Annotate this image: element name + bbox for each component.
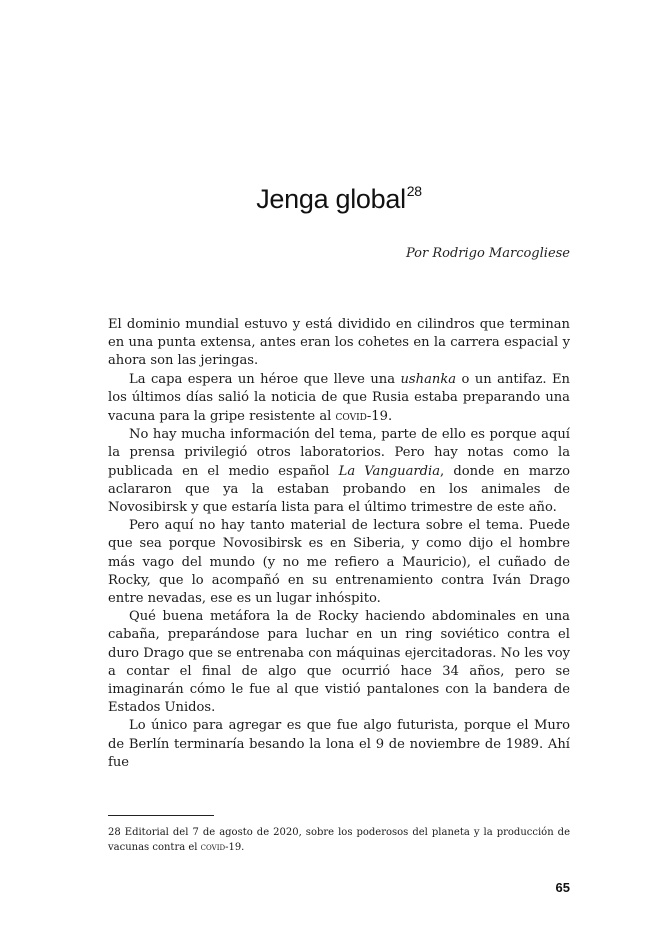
paragraph-text: o un antifaz. En los últimos días salió la noticia de que Rusia estaba preparando una vacuna para la gripe resistente al [108,371,570,425]
small-caps-term: covid [200,841,226,853]
body-text [108,316,570,772]
small-caps-term: covid [335,408,367,424]
chapter-title-text: Jenga global [256,184,406,214]
paragraph-text: El dominio mundial estuvo y está dividido en cilindros que terminan en una punta extensa, antes eran los cohetes en la carrera espacial y ahora son las jeringas. [108,317,570,369]
paragraph-text: Lo único para agregar es que fue algo futurista, porque el Muro de Berlín terminaría besando la lona el 9 de noviembre de 1989. Ahí fue [108,718,570,770]
footnote-text: Editorial del 7 de agosto de 2020, sobre los poderosos del planeta y la producción de vacunas contra el [108,827,570,853]
paragraph-text: -19. [366,409,393,425]
chapter-title [108,183,570,215]
paragraph-text: No hay mucha información del tema, parte de ello es porque aquí la prensa privilegió otros laboratorios. Pero hay notas como la publicada en el medio español [108,427,570,479]
page-number: 65 [555,880,570,895]
paragraph-text: Qué buena metáfora la de Rocky haciendo abdominales en una cabaña, preparándose para luchar en un ring soviético contra el duro Drago que se entrenaba con máquinas ejercitadoras. No les voy a contar el final de algo que ocurrió hace 34 años, pero se imaginarán cómo le fue al que vistió pantalones con la bandera de Estados Unidos. [108,609,570,716]
paragraph-3 [108,426,570,517]
paragraph-text: , donde en marzo aclararon que ya la estaban probando en los animales de Novosibirsk y que estaría lista para el último trimestre de este año. [108,463,570,516]
paragraph-text: Pero aquí no hay tanto material de lectura sobre el tema. Puede que sea porque Novosibirsk es en Siberia, y como dijo el hombre más vago del mundo (y no me refiero a Mauricio), el cuñado de Rocky, que lo acompañó en su entrenamiento contra Iván Drago entre nevadas, ese es un lugar inhóspito. [108,518,570,607]
footnote-divider [108,815,214,816]
italic-term: ushanka [400,371,457,387]
author-byline: Por Rodrigo Marcogliese [405,246,570,261]
paragraph-text: La capa espera un héroe que lleve una [129,371,401,387]
footnote [108,826,570,855]
italic-term: La Vanguardia [338,463,441,479]
paragraph-2 [108,371,570,427]
paragraph-6 [108,717,570,772]
footnote-reference: 28 [406,183,422,199]
footnote-number: 28 [108,827,121,838]
paragraph-1 [108,316,570,371]
footnote-text: -19. [225,841,245,853]
paragraph-4 [108,517,570,608]
paragraph-5 [108,608,570,717]
